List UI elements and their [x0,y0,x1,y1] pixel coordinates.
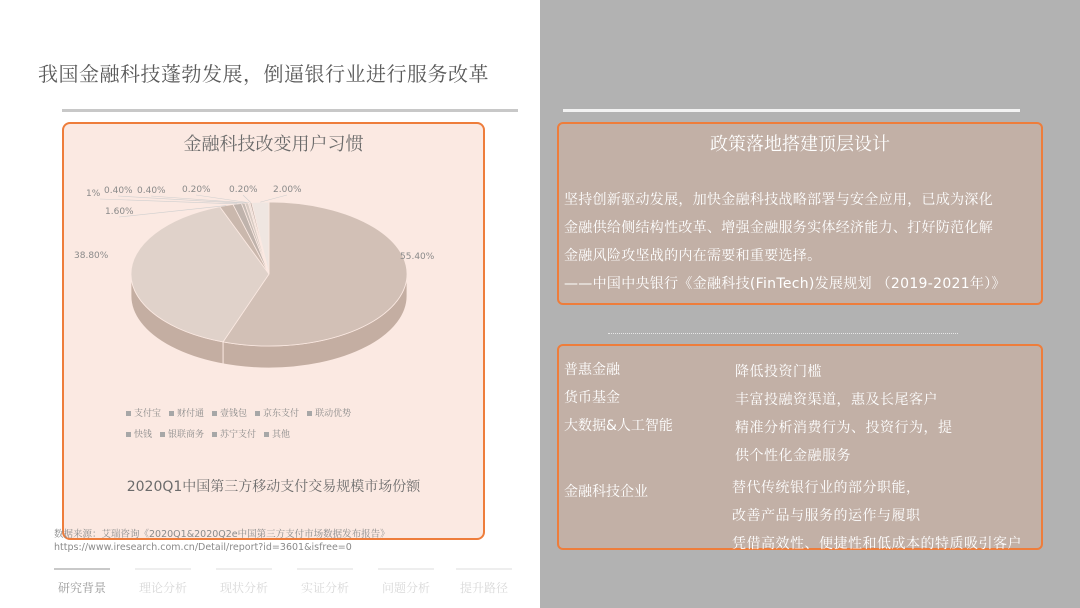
info-desc: 凭借高效性、便捷性和低成本的特质吸引客户 [732,536,1022,552]
nav-tab-status-analysis[interactable]: 现状分析 [216,568,272,598]
title-underline [62,109,518,112]
legend-label: 支付宝 [134,409,162,419]
legend-swatch-icon [255,411,260,416]
info-label-fintech-company: 金融科技企业 [564,484,648,500]
pie-data-label: 2.00% [273,185,302,195]
legend-label: 京东支付 [263,409,300,419]
legend-swatch-icon [126,432,131,437]
legend-label: 其他 [272,430,291,440]
pie-leader-line [196,195,249,203]
pie-chart [64,164,483,404]
chart-legend [126,404,426,446]
legend-swatch-icon [307,411,312,416]
nav-tab-empirical-analysis[interactable]: 实证分析 [297,568,353,598]
info-desc: 改善产品与服务的运作与履职 [732,508,921,524]
policy-title: 政策落地搭建顶层设计 [710,134,890,155]
info-desc: 精准分析消费行为、投资行为，提 [735,420,953,436]
pie-data-label: 1.60% [105,207,134,217]
pie-leader-line [243,195,251,203]
legend-label: 快钱 [134,430,153,440]
pie-data-label: 38.80% [74,251,109,261]
pie-data-label: 0.20% [229,185,258,195]
legend-label: 银联商务 [168,430,205,440]
pie-data-label: 0.20% [182,185,211,195]
info-card [557,344,1043,550]
info-desc: 供个性化金融服务 [735,448,851,464]
legend-swatch-icon [212,411,217,416]
legend-item [307,404,351,425]
legend-item [169,404,204,425]
info-desc: 替代传统银行业的部分职能， [732,480,921,496]
nav-tab-theory-analysis[interactable]: 理论分析 [135,568,191,598]
info-label-money-fund: 货币基金 [564,390,620,406]
legend-swatch-icon [160,432,165,437]
legend-swatch-icon [264,432,269,437]
legend-item [212,425,256,446]
pie-data-label: 0.40% [104,186,133,196]
legend-item [126,425,152,446]
policy-source-line: ——中国中央银行《金融科技(FinTech)发展规划 （2019-2021年）》 [564,276,1006,292]
policy-card [557,122,1043,305]
policy-line: 金融供给侧结构性改革、增强金融服务实体经济能力、打好防范化解 [564,220,993,236]
policy-body [564,186,1042,298]
policy-line: 坚持创新驱动发展，加快金融科技战略部署与安全应用，已成为深化 [564,192,993,208]
legend-item [255,404,299,425]
legend-label: 苏宁支付 [220,430,257,440]
info-label-inclusive-finance: 普惠金融 [564,362,620,378]
page-title: 我国金融科技蓬勃发展，倒逼银行业进行服务改革 [38,62,489,86]
source-line-2: https://www.iresearch.com.cn/Detail/report?id=3601&isfree=0 [54,542,352,553]
chart-caption: 2020Q1中国第三方移动支付交易规模市场份额 [126,479,421,495]
info-desc: 丰富投融资渠道，惠及长尾客户 [735,392,938,408]
legend-label: 壹钱包 [220,409,248,419]
section-nav [50,568,530,600]
pie-leader-line [260,195,287,202]
policy-line: 金融风险攻坚战的内在需要和重要选择。 [564,248,822,264]
legend-label: 联动优势 [315,409,352,419]
nav-tab-improvement-path[interactable]: 提升路径 [456,568,512,598]
legend-swatch-icon [212,432,217,437]
dotted-divider [608,333,958,334]
legend-label: 财付通 [177,409,205,419]
legend-item [212,404,247,425]
legend-item [160,425,204,446]
pie-slices-group [131,202,407,346]
legend-swatch-icon [126,411,131,416]
pie-data-label: 0.40% [137,186,166,196]
chart-card [62,122,485,540]
info-label-bigdata-ai: 大数据&人工智能 [564,418,673,434]
pie-data-label: 1% [86,189,101,199]
legend-item [126,404,161,425]
pie-data-label: 55.40% [400,252,435,262]
pie-leader-line [151,196,247,203]
nav-tab-research-background[interactable]: 研究背景 [54,568,110,598]
right-title-underline [563,109,1020,112]
nav-tab-problem-analysis[interactable]: 问题分析 [378,568,434,598]
chart-title: 金融科技改变用户习惯 [183,134,364,155]
legend-item [264,425,290,446]
info-desc: 降低投资门槛 [735,364,822,380]
source-note [54,528,390,554]
source-line-1: 数据来源：艾瑞咨询《2020Q1&2020Q2e中国第三方支付市场数据发布报告》 [54,529,390,540]
legend-swatch-icon [169,411,174,416]
